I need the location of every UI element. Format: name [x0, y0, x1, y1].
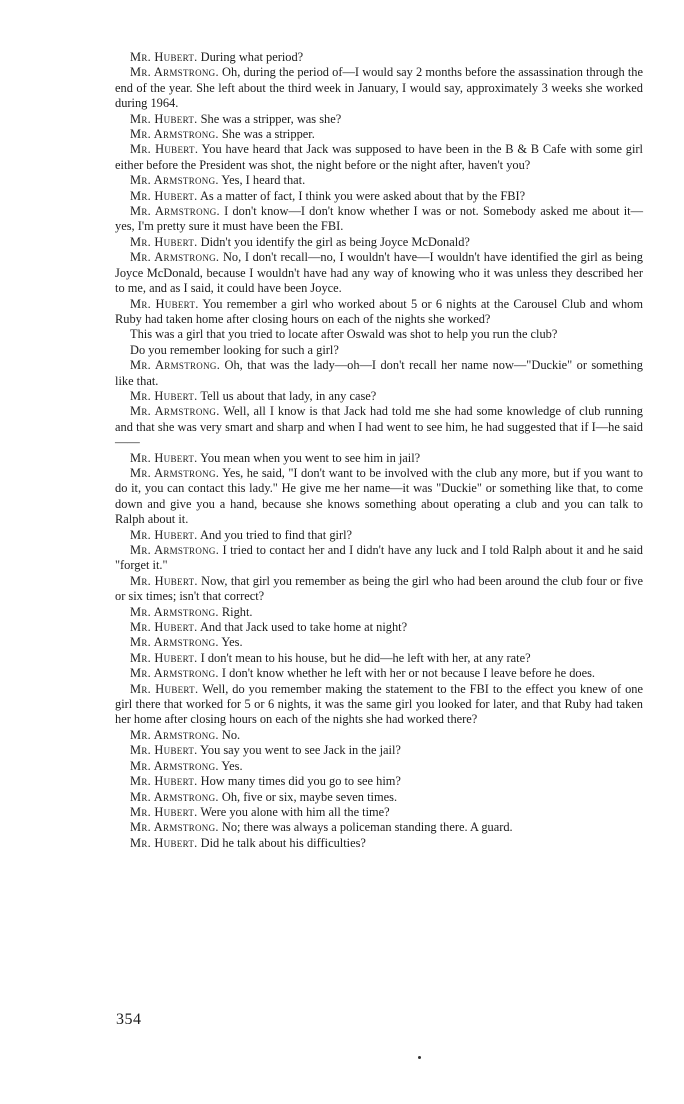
transcript-body: [115, 50, 643, 851]
speaker-label: Mr. Armstrong.: [130, 173, 219, 188]
speaker-label: Mr. Armstrong.: [130, 250, 220, 265]
speaker-label: Mr. Armstrong.: [130, 358, 221, 373]
speech-text: This was a girl that you tried to locate after Oswald was shot to help you run the club?: [130, 327, 558, 342]
speech-text: I don't know—I don't know whether I was or not. Somebody asked me about it—yes, I'm pretty sure it must have been the FBI.: [115, 204, 643, 234]
speaker-label: Mr. Hubert.: [130, 50, 198, 64]
testimony-paragraph: [115, 173, 643, 188]
speech-text: Tell us about that lady, in any case?: [197, 388, 377, 403]
testimony-paragraph: [115, 651, 643, 666]
speech-text: Yes, I heard that.: [218, 173, 306, 188]
speaker-label: Mr. Hubert.: [130, 234, 198, 249]
speaker-label: Mr. Hubert.: [130, 774, 198, 789]
speech-text: Yes, he said, "I don't want to be involved with the club any more, but if you want to do it, you can contact this lady." He give me her name—it was "Duckie" or something like that, to come down and give you a hand, because she knows something about operating a club and you can talk to Ralph about it.: [115, 465, 643, 527]
testimony-paragraph: [115, 620, 643, 635]
testimony-paragraph: [115, 743, 643, 758]
testimony-paragraph: [115, 759, 643, 774]
speaker-label: Mr. Armstrong.: [130, 604, 219, 619]
speaker-label: Mr. Hubert.: [130, 296, 199, 311]
speech-text: Right.: [218, 604, 253, 619]
speech-text: No.: [218, 727, 241, 742]
speech-text: Yes.: [218, 758, 243, 773]
testimony-paragraph: [115, 836, 643, 851]
speaker-label: Mr. Armstrong.: [130, 789, 219, 804]
speech-text: And that Jack used to take home at night?: [197, 620, 408, 635]
speech-text: Didn't you identify the girl as being Joyce McDonald?: [197, 234, 470, 249]
speaker-label: Mr. Hubert.: [130, 681, 199, 696]
testimony-paragraph: [115, 235, 643, 250]
speaker-label: Mr. Hubert.: [130, 573, 198, 588]
testimony-paragraph: [115, 250, 643, 296]
speaker-label: Mr. Hubert.: [130, 650, 198, 665]
speaker-label: Mr. Armstrong.: [130, 204, 220, 219]
speech-text: Were you alone with him all the time?: [197, 804, 390, 819]
testimony-paragraph: [115, 543, 643, 574]
testimony-paragraph: [115, 327, 643, 342]
speech-text: Now, that girl you remember as being the girl who had been around the club four or five or six times; isn't that correct?: [115, 573, 643, 604]
testimony-paragraph: [115, 389, 643, 404]
speaker-label: Mr. Armstrong.: [130, 543, 220, 557]
speech-text: You say you went to see Jack in the jail?: [197, 743, 401, 758]
testimony-paragraph: [115, 774, 643, 789]
testimony-paragraph: [115, 112, 643, 127]
speech-text: Oh, during the period of—I would say 2 months before the assassination through the end of the year. She left about the third week in January, I would say, approximately 3 weeks she worked during 1964.: [115, 65, 643, 111]
testimony-paragraph: [115, 343, 643, 358]
speaker-label: Mr. Hubert.: [130, 450, 198, 465]
speaker-label: Mr. Hubert.: [130, 743, 198, 758]
speech-text: Oh, that was the lady—oh—I don't recall her name now—"Duckie" or something like that.: [115, 358, 643, 388]
testimony-paragraph: [115, 682, 643, 728]
testimony-paragraph: [115, 204, 643, 235]
speech-text: Well, do you remember making the statement to the FBI to the effect you knew of one girl there that worked for 5 or 6 nights, it was the same girl you looked for later, and that Ruby had taken her home after closing hours on each of the nights she had worked there?: [115, 681, 643, 727]
testimony-paragraph: [115, 50, 643, 65]
testimony-paragraph: [115, 820, 643, 835]
testimony-paragraph: [115, 404, 643, 450]
speaker-label: Mr. Hubert.: [130, 527, 198, 542]
testimony-paragraph: [115, 142, 643, 173]
testimony-paragraph: [115, 605, 643, 620]
speech-text: She was a stripper.: [218, 127, 315, 142]
testimony-paragraph: [115, 574, 643, 605]
speech-text: No, I don't recall—no, I wouldn't have—I wouldn't have identified the girl as being Joyce McDonald, because I wouldn't have had any way of knowing who it was unless they described her to me, and as I said, it could have been Joyce.: [115, 250, 643, 296]
scan-speck: [418, 1056, 421, 1059]
speaker-label: Mr. Hubert.: [130, 142, 199, 157]
speech-text: Yes.: [218, 635, 243, 650]
speaker-label: Mr. Armstrong.: [130, 758, 219, 773]
speech-text: No; there was always a policeman standing there. A guard.: [218, 820, 513, 835]
speech-text: Did he talk about his difficulties?: [197, 835, 366, 850]
speaker-label: Mr. Hubert.: [130, 620, 198, 635]
speech-text: Oh, five or six, maybe seven times.: [218, 789, 398, 804]
testimony-paragraph: [115, 635, 643, 650]
speaker-label: Mr. Armstrong.: [130, 127, 219, 142]
speech-text: You remember a girl who worked about 5 or 6 nights at the Carousel Club and whom Ruby had taken home after closing hours on each of the nights she worked?: [115, 296, 643, 326]
speaker-label: Mr. Armstrong.: [130, 635, 219, 650]
testimony-paragraph: [115, 127, 643, 142]
testimony-paragraph: [115, 466, 643, 528]
speech-text: You have heard that Jack was supposed to have been in the B & B Cafe with some girl either before the President was shot, the night before or the night after, haven't you?: [115, 142, 643, 172]
testimony-paragraph: [115, 297, 643, 328]
speech-text: Well, all I know is that Jack had told me she had some knowledge of club running and that she was very smart and sharp and when I had went to see him, he had suggested that if I—he said——: [115, 404, 643, 450]
page-number: 354: [116, 1011, 142, 1028]
testimony-paragraph: [115, 65, 643, 111]
speech-text: And you tried to find that girl?: [197, 527, 353, 542]
speaker-label: Mr. Hubert.: [130, 188, 198, 203]
testimony-paragraph: [115, 358, 643, 389]
speech-text: As a matter of fact, I think you were asked about that by the FBI?: [197, 188, 526, 203]
speaker-label: Mr. Hubert.: [130, 804, 198, 819]
speaker-label: Mr. Armstrong.: [130, 820, 219, 835]
speech-text: How many times did you go to see him?: [197, 774, 401, 789]
testimony-paragraph: [115, 528, 643, 543]
testimony-paragraph: [115, 728, 643, 743]
speech-text: I don't mean to his house, but he did—he left with her, at any rate?: [197, 650, 531, 665]
speaker-label: Mr. Hubert.: [130, 388, 198, 403]
speaker-label: Mr. Armstrong.: [130, 727, 219, 742]
speaker-label: Mr. Armstrong.: [130, 65, 219, 80]
speech-text: She was a stripper, was she?: [197, 111, 342, 126]
speech-text: I don't know whether he left with her or not because I leave before he does.: [218, 666, 596, 681]
speech-text: Do you remember looking for such a girl?: [130, 342, 339, 357]
testimony-paragraph: [115, 189, 643, 204]
testimony-paragraph: [115, 666, 643, 681]
speech-text: You mean when you went to see him in jail?: [197, 450, 421, 465]
speaker-label: Mr. Armstrong.: [130, 404, 220, 419]
speaker-label: Mr. Armstrong.: [130, 465, 220, 480]
speaker-label: Mr. Hubert.: [130, 835, 198, 850]
testimony-paragraph: [115, 805, 643, 820]
testimony-paragraph: [115, 790, 643, 805]
speaker-label: Mr. Hubert.: [130, 111, 198, 126]
speaker-label: Mr. Armstrong.: [130, 666, 219, 681]
speech-text: I tried to contact her and I didn't have any luck and I told Ralph about it and he said "forget it.": [115, 543, 643, 573]
speech-text: During what period?: [197, 50, 304, 64]
testimony-paragraph: [115, 451, 643, 466]
